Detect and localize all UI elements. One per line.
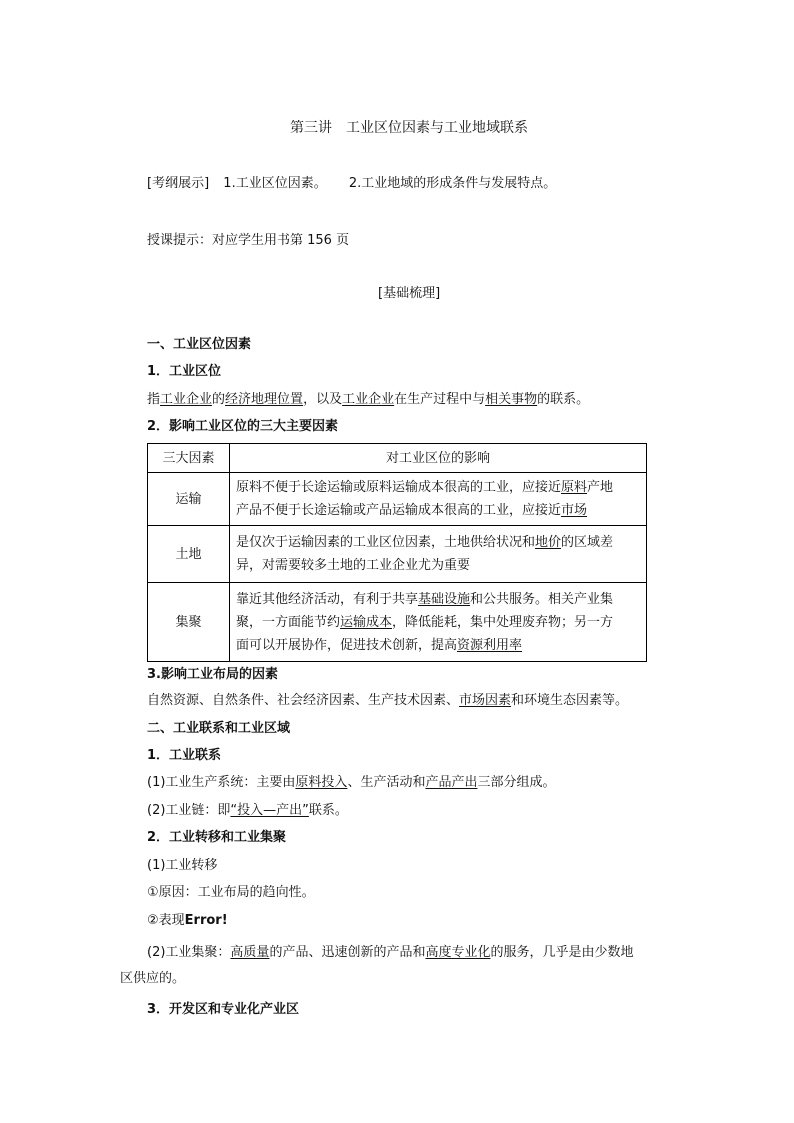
text: ，降低能耗，集中处理废弃物；另一方 (392, 614, 614, 630)
text: 产地 (587, 480, 614, 495)
syllabus-line (147, 175, 556, 193)
answer-blank: 高度专业化 (425, 945, 491, 960)
transfer-reason: ①原因：工业布局的趋向性。 (147, 885, 315, 900)
factor-cell: 土地 (148, 526, 230, 583)
cell-line (236, 499, 640, 522)
answer-blank: 市场因素 (459, 693, 512, 708)
answer-blank: 高质量 (230, 945, 270, 960)
text: (1)工业生产系统：主要由 (147, 775, 296, 790)
heading-transfer-and-agglomeration: 2．工业转移和工业集聚 (147, 830, 287, 845)
text: 在生产过程中与 (394, 392, 486, 407)
table-header-row (148, 444, 647, 473)
transfer-subheading: (1)工业转移 (147, 858, 218, 873)
text: 指 (147, 392, 161, 407)
answer-blank: 市场 (561, 503, 588, 518)
text: 的产品、迅速创新的产品和 (269, 945, 426, 960)
production-system-text (147, 774, 555, 792)
cell-line (236, 588, 640, 611)
answer-blank: 基础设施 (418, 591, 471, 607)
text: 和公共服务。相关产业集 (470, 591, 614, 607)
answer-blank: 原料投入 (295, 775, 348, 790)
heading-layout-factors: 3.影响工业布局的因素 (147, 667, 278, 682)
answer-blank: 运输成本 (340, 614, 393, 630)
influence-cell (230, 583, 647, 662)
factor-cell: 集聚 (148, 583, 230, 662)
answer-blank: 资源利用率 (457, 637, 523, 653)
answer-blank: “投入—产出” (230, 803, 309, 818)
text: 和环境生态因素等。 (511, 693, 629, 708)
agglomeration-text-line2: 区供应的。 (120, 971, 186, 986)
influence-cell (230, 473, 647, 526)
text: 联系。 (308, 803, 348, 818)
agglomeration-text-line1 (147, 944, 633, 962)
text: 自然资源、自然条件、社会经济因素、生产技术因素、 (147, 693, 460, 708)
heading-three-main-factors: 2．影响工业区位的三大主要因素 (147, 419, 339, 434)
text: 产品不便于长途运输或产品运输成本很高的工业，应接近 (236, 503, 562, 518)
table-row (148, 526, 647, 583)
cell-line (236, 476, 640, 499)
heading-industrial-location-factors: 一、工业区位因素 (147, 337, 252, 352)
text: (2)工业集聚： (147, 945, 231, 960)
text: 、生产活动和 (347, 775, 426, 790)
factors-table (147, 443, 647, 662)
cell-line (236, 531, 640, 554)
section-label: [基础梳理] (378, 286, 441, 301)
answer-blank: 地价 (535, 535, 562, 550)
industrial-chain-text (147, 802, 348, 820)
text: ，以及 (303, 392, 343, 407)
table-row (148, 473, 647, 526)
syllabus-item-1: 1.工业区位因素。 (223, 176, 327, 191)
answer-blank: 工业企业 (160, 392, 213, 407)
text: 聚，一方面能节约 (236, 614, 341, 630)
transfer-manifestation (147, 912, 228, 930)
cell-line (236, 634, 640, 657)
answer-blank: 原料 (561, 480, 588, 495)
text: 的服务，几乎是由少数地 (490, 945, 634, 960)
text: 面可以开展协作，促进技术创新，提高 (236, 637, 458, 653)
cell-line (236, 554, 640, 577)
text: 三部分组成。 (477, 775, 556, 790)
error-text: Error! (184, 913, 228, 928)
table-header-cell: 对工业区位的影响 (230, 444, 647, 473)
answer-blank: 经济地理位置 (225, 392, 304, 407)
text: ②表现 (147, 913, 185, 928)
factor-cell: 运输 (148, 473, 230, 526)
syllabus-item-2: 2.工业地域的形成条件与发展特点。 (348, 176, 557, 191)
cell-line (236, 611, 640, 634)
answer-blank: 工业企业 (342, 392, 395, 407)
heading-development-zones: 3．开发区和专业化产业区 (147, 1002, 300, 1017)
table-row (148, 583, 647, 662)
text: 是仅次于运输因素的工业区位因素，土地供给状况和 (236, 535, 536, 550)
heading-industrial-links: 二、工业联系和工业区域 (147, 721, 291, 736)
industrial-location-definition (147, 391, 589, 409)
text: 的联系。 (537, 392, 590, 407)
influence-cell (230, 526, 647, 583)
heading-industrial-location: 1．工业区位 (147, 364, 222, 379)
table-header-cell: 三大因素 (148, 444, 230, 473)
text: 原料不便于长途运输或原料运输成本很高的工业，应接近 (236, 480, 562, 495)
text: 异，对需要较多土地的工业企业尤为重要 (236, 558, 471, 573)
text: 靠近其他经济活动，有利于共享 (236, 591, 419, 607)
page-title: 第三讲 工业区位因素与工业地域联系 (290, 120, 528, 136)
heading-industrial-linkage: 1．工业联系 (147, 748, 222, 763)
text: (2)工业链：即 (147, 803, 231, 818)
answer-blank: 相关事物 (485, 392, 538, 407)
text: 的区域差 (561, 535, 614, 550)
layout-factors-text (147, 692, 628, 710)
answer-blank: 产品产出 (425, 775, 478, 790)
teaching-hint: 授课提示：对应学生用书第 156 页 (147, 233, 350, 248)
text: 的 (212, 392, 226, 407)
syllabus-label: [考纲展示] (147, 176, 210, 191)
